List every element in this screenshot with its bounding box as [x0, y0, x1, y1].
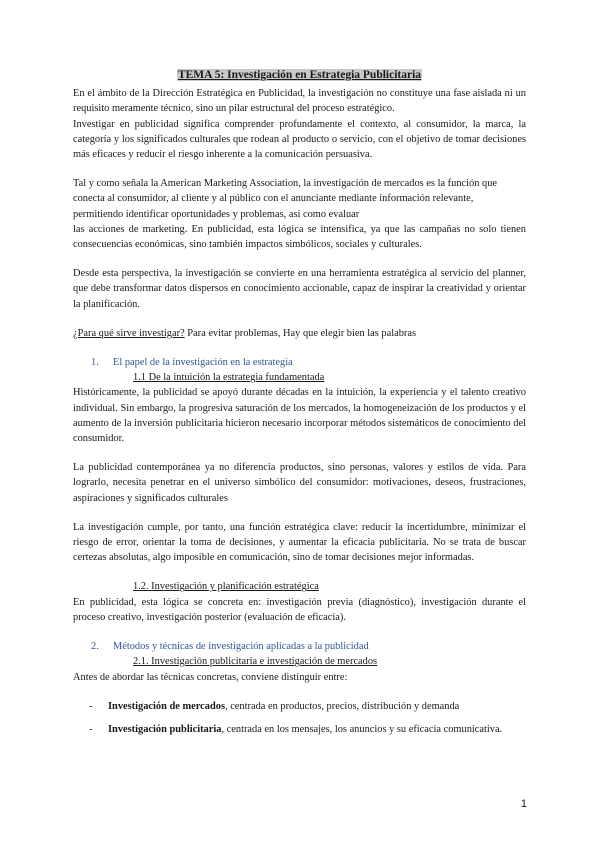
subsection-1-2-heading: 1.2. Investigación y planificación estratégica — [133, 581, 319, 593]
list-item — [73, 699, 526, 714]
section-1-title: El papel de la investigación en la estrategia — [113, 357, 293, 369]
subsection-1-1-paragraph-3: La investigación cumple, por tanto, una función estratégica clave: reducir la incertidumbre, minimizar el riesgo de error, orientar la toma de decisiones, y aumentar la eficacia publicitaria. No se trata de buscar certezas absolutas, algo imposible en comunicación, sino de tomar decisiones mejor informadas. — [73, 521, 526, 564]
subsection-1-2-paragraph-1: En publicidad, esta lógica se concreta en: investigación previa (diagnóstico), investigación durante el proceso creativo, investigación posterior (evaluación de eficacia). — [73, 596, 526, 623]
intro-answer: Para evitar problemas, Hay que elegir bien las palabras — [184, 327, 417, 339]
section-2-number: 2. — [91, 641, 99, 653]
list-item — [73, 722, 526, 737]
subsection-2-1-heading: 2.1. Investigación publicitaria e investigación de mercados — [133, 656, 378, 668]
subsection-1-1-paragraph-1: Históricamente, la publicidad se apoyó durante décadas en la intuición, la experiencia y el talento creativo individual. Sin embargo, la progresiva saturación de los mercados, la homogeneización de los productos y el aumento de la inversión publicitaria hicieron necesario incorporar métodos sistemáticos de conocimiento del consumidor. — [73, 387, 526, 445]
intro-question-line — [73, 326, 526, 341]
section-2-title: Métodos y técnicas de investigación aplicadas a la publicidad — [113, 641, 369, 653]
subsection-1-1-paragraph-2: La publicidad contemporánea ya no diferencia productos, sino personas, valores y estilos de vida. Para lograrlo, necesita penetrar en el universo simbólico del consumidor: motivaciones, deseos, frustraciones, aspiraciones y significados culturales — [73, 462, 526, 504]
subsection-2-1-lead: Antes de abordar las técnicas concretas, conviene distinguir entre: — [73, 671, 348, 683]
intro-paragraph-1: En el ámbito de la Dirección Estratégica en Publicidad, la investigación no constituye una fase aislada ni un requisito meramente técnico, sino un pilar estructural del proceso estratégico. — [73, 88, 526, 115]
bullet-dash: - — [89, 700, 93, 712]
intro-question: ¿Para qué sirve investigar? — [73, 327, 185, 339]
bullet-dash: - — [89, 723, 93, 735]
intro-paragraph-3b: las acciones de marketing. En publicidad, esta lógica se intensifica, ya que las campañas no solo tienen consecuencias económicas, sino también impactos simbólicos, sociales y culturales. — [73, 223, 526, 251]
bullet-term: Investigación publicitaria — [108, 723, 222, 735]
section-2-heading — [73, 639, 526, 654]
intro-paragraph-4: Desde esta perspectiva, la investigación se convierte en una herramienta estratégica al servicio del planner, que debe transformar datos dispersos en conocimiento accionable, capaz de inspirar la creatividad y orientar la planificación. — [73, 268, 526, 310]
subsection-1-1-heading: 1.1 De la intuición la estrategia fundamentada — [133, 372, 325, 384]
bullet-text: , centrada en los mensajes, los anuncios y su eficacia comunicativa. — [221, 723, 503, 735]
section-1-number: 1. — [91, 357, 99, 369]
page-number: 1 — [520, 798, 527, 810]
intro-paragraph-3a: Tal y como señala la American Marketing Association, la investigación de mercados es la función que conecta al consumidor, al cliente y al público con el anunciante mediante información relevante, permitiendo identificar oportunidades y problemas, así como evaluar — [73, 178, 498, 220]
intro-paragraph-2: Investigar en publicidad significa comprender profundamente el contexto, al consumidor, la marca, la categoría y los significados culturales que rodean al producto o servicio, con el objetivo de tomar decisiones más eficaces y reducir el riesgo inherente a la comunicación persuasiva. — [73, 118, 526, 161]
bullet-text: , centrada en productos, precios, distribución y demanda — [225, 700, 460, 712]
document-title: TEMA 5: Investigación en Estrategia Publicitaria — [177, 69, 422, 81]
bullet-term: Investigación de mercados — [108, 700, 225, 712]
document-body — [73, 68, 526, 737]
section-1-heading — [73, 355, 526, 370]
